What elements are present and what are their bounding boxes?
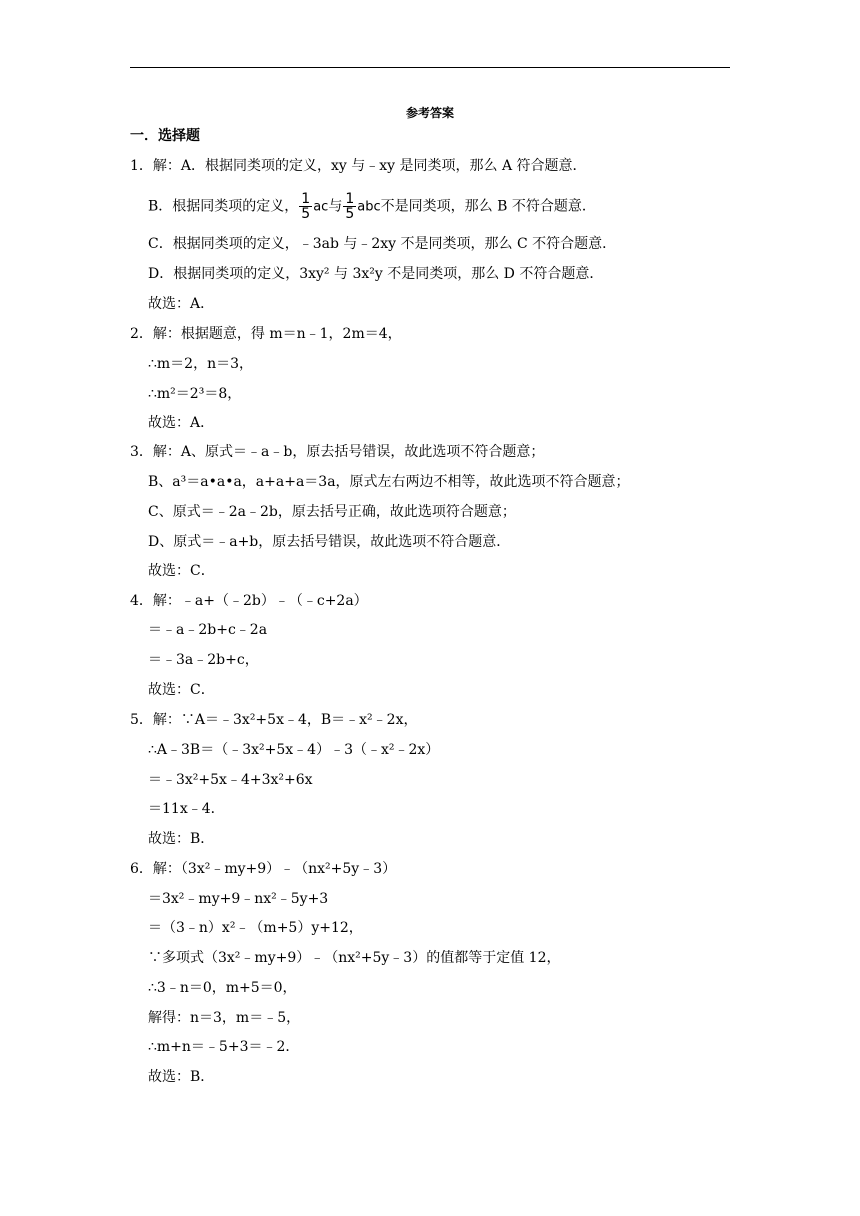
answer-line: ∴m²＝2³＝8， <box>148 386 242 402</box>
answer-line: ＝﹣3x²+5x﹣4+3x²+6x <box>148 772 313 788</box>
answer-line: 故选：A． <box>148 415 215 431</box>
answer-line: ∴3﹣n＝0，m+5＝0， <box>148 980 297 996</box>
answer-line: C．根据同类项的定义，﹣3ab 与﹣2xy 不是同类项，那么 C 不符合题意． <box>148 236 617 252</box>
answer-line: ＝﹣a﹣2b+c﹣2a <box>148 622 268 638</box>
answer-line: 故选：C． <box>148 682 215 698</box>
page-title: 参考答案 <box>405 106 454 120</box>
answer-line: C、原式＝﹣2a﹣2b，原去括号正确，故此选项符合题意； <box>148 504 516 520</box>
answer-line: ∵多项式（3x²﹣my+9）﹣（nx²+5y﹣3）的值都等于定值 12， <box>148 950 561 966</box>
section-heading: 一．选择题 <box>130 128 200 144</box>
header-rule <box>130 67 730 68</box>
answer-line: 5．解：∵A＝﹣3x²+5x﹣4，B＝﹣x²﹣2x， <box>130 712 418 728</box>
answer-line: D．根据同类项的定义，3xy² 与 3x²y 不是同类项，那么 D 不符合题意． <box>148 266 604 282</box>
answer-line: 故选：C． <box>148 563 215 579</box>
connector-text: 与 <box>328 198 343 215</box>
line-suffix: 不是同类项，那么 B 不符合题意． <box>380 198 596 215</box>
fraction <box>343 192 356 221</box>
term-abc: abc <box>357 199 381 215</box>
term-ac: ac <box>313 199 329 215</box>
answer-line: 故选：A． <box>148 296 215 312</box>
answer-line: ＝11x﹣4． <box>148 801 225 817</box>
fraction <box>299 192 312 221</box>
answer-line: ＝3x²﹣my+9﹣nx²﹣5y+3 <box>148 891 329 907</box>
answer-line: ∴m+n＝﹣5+3＝﹣2． <box>148 1039 300 1055</box>
answer-line: ＝（3﹣n）x²﹣（m+5）y+12， <box>148 920 363 936</box>
answer-line: ∴m＝2，n＝3， <box>148 356 254 372</box>
answer-line: 1．解：A．根据同类项的定义，xy 与﹣xy 是同类项，那么 A 符合题意． <box>130 158 587 174</box>
answer-line: 2．解：根据题意，得 m＝n﹣1，2m＝4， <box>130 326 402 342</box>
answer-line: D、原式＝﹣a+b，原去括号错误，故此选项不符合题意． <box>148 534 511 550</box>
answer-line: 4．解：﹣a+（﹣2b）﹣（﹣c+2a） <box>130 593 368 609</box>
fraction-numerator: 1 <box>301 191 311 207</box>
line-prefix: B．根据同类项的定义， <box>148 198 299 215</box>
answer-line: 故选：B． <box>148 831 215 847</box>
answer-line: ∴A﹣3B＝（﹣3x²+5x﹣4）﹣3（﹣x²﹣2x） <box>148 742 440 758</box>
fraction-denominator: 5 <box>345 206 355 222</box>
answer-line: 解得：n＝3，m＝﹣5， <box>148 1010 301 1026</box>
answer-line: B、a³＝a•a•a，a+a+a＝3a，原式左右两边不相等，故此选项不符合题意； <box>148 474 630 490</box>
fraction-denominator: 5 <box>301 206 311 222</box>
answer-line-with-fraction <box>148 192 596 221</box>
answer-line: 3．解：A、原式＝﹣a﹣b，原去括号错误，故此选项不符合题意； <box>130 444 545 460</box>
fraction-numerator: 1 <box>345 191 355 207</box>
answer-line: 6．解：（3x²﹣my+9）﹣（nx²+5y﹣3） <box>130 861 397 877</box>
answer-line: ＝﹣3a﹣2b+c， <box>148 652 259 668</box>
answer-line: 故选：B． <box>148 1069 215 1085</box>
